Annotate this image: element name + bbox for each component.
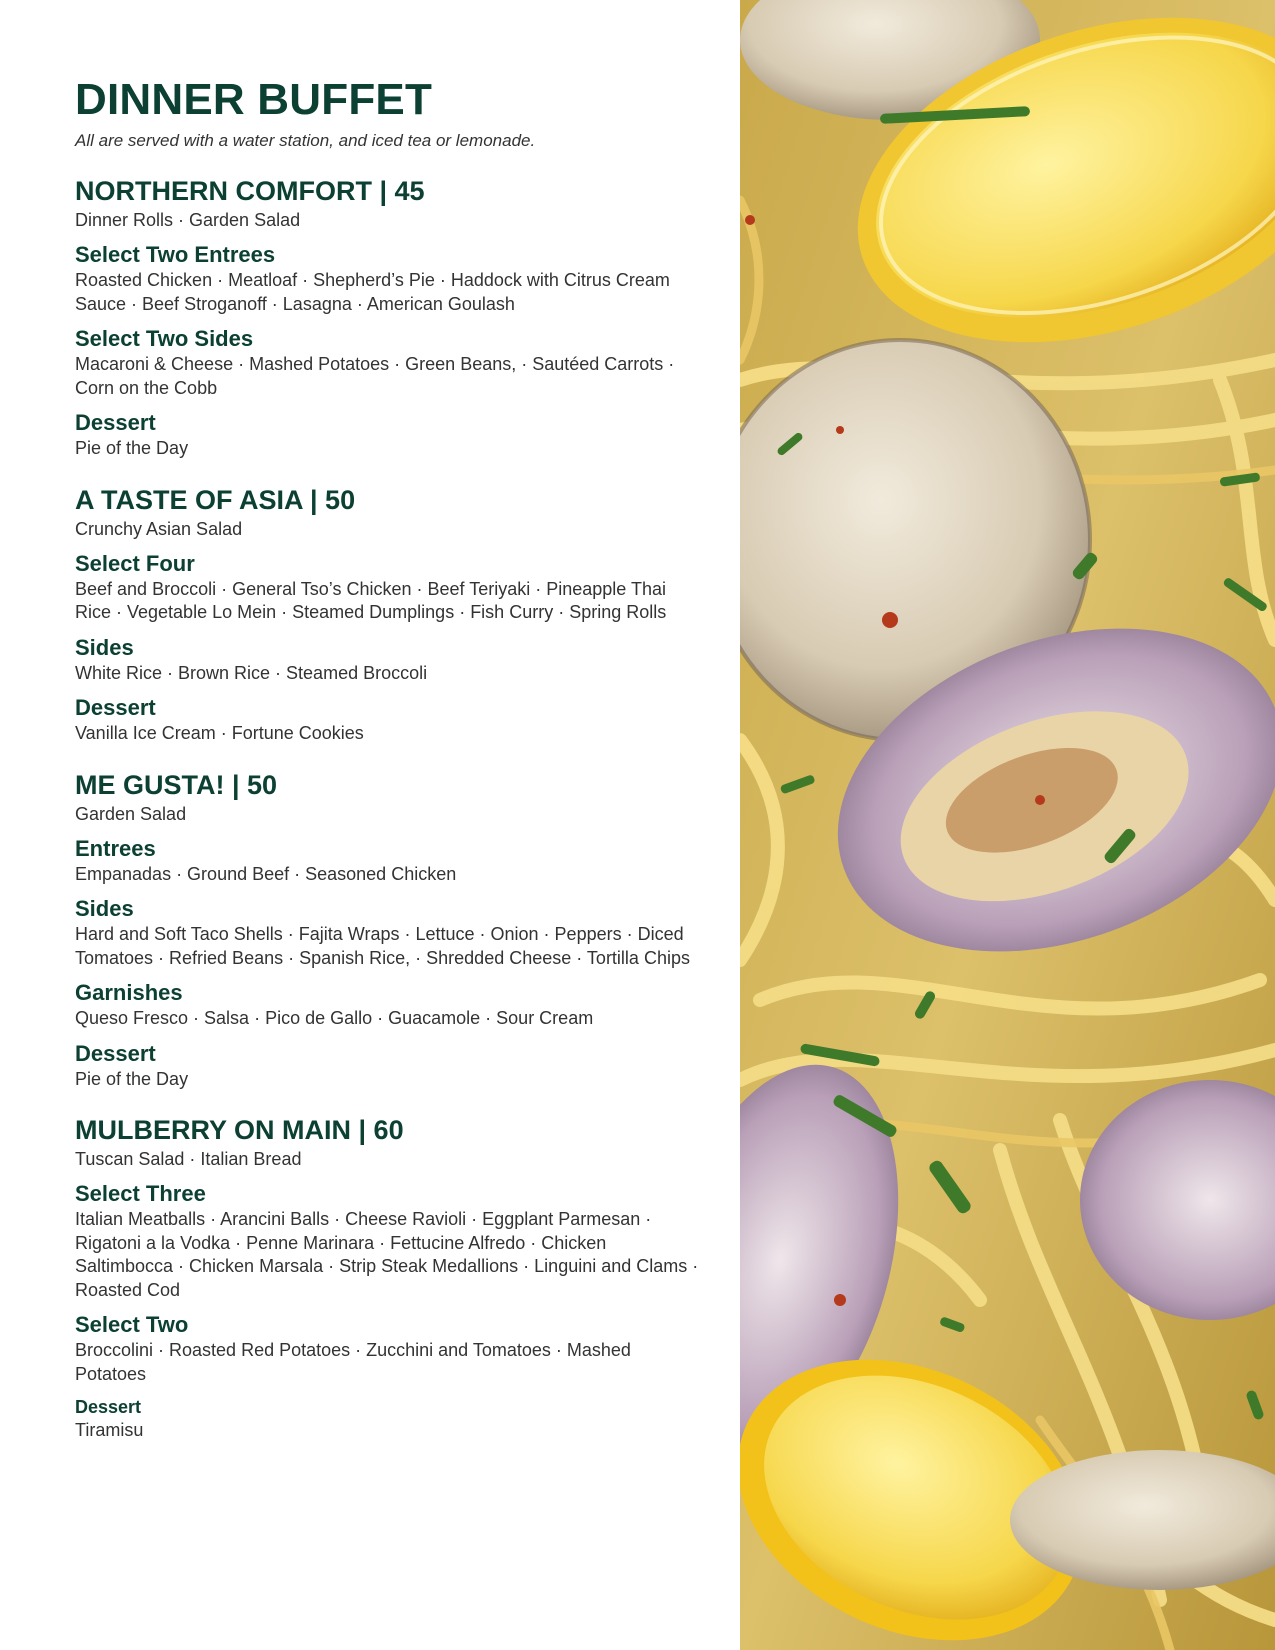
menu-group	[75, 895, 715, 970]
menu-group	[75, 694, 715, 746]
group-items: Broccolini · Roasted Red Potatoes · Zucchini and Tomatoes · Mashed Potatoes	[75, 1340, 631, 1384]
menu-group	[75, 1311, 715, 1386]
food-photo	[740, 0, 1275, 1650]
menu-section-me-gusta	[75, 768, 715, 1092]
menu-column	[75, 72, 715, 1443]
section-intro: Tuscan Salad · Italian Bread	[75, 1149, 302, 1169]
group-items: Macaroni & Cheese · Mashed Potatoes · Green Beans, · Sautéed Carrots · Corn on the Cobb	[75, 354, 675, 398]
group-items: Pie of the Day	[75, 438, 189, 458]
pasta-clams-illustration	[740, 0, 1275, 1650]
group-items: Tiramisu	[75, 1420, 144, 1440]
group-heading: Sides	[75, 634, 134, 660]
section-title: ME GUSTA! | 50	[75, 769, 278, 800]
group-items: Italian Meatballs · Arancini Balls · Cheese Ravioli · Eggplant Parmesan · Rigatoni a la Vodka · Penne Marinara · Fettucine Alfredo · Chicken Saltimbocca · Chicken Marsala · Strip Steak Medallions · Linguini and Clams · Roasted Cod	[75, 1209, 699, 1300]
group-items: Queso Fresco · Salsa · Pico de Gallo · Guacamole · Sour Cream	[75, 1008, 594, 1028]
menu-title: DINNER BUFFET	[75, 75, 433, 124]
menu-group	[75, 241, 715, 316]
menu-group	[75, 1395, 715, 1443]
group-heading: Dessert	[75, 695, 156, 720]
group-heading: Select Two Entrees	[75, 242, 276, 267]
group-heading: Entrees	[75, 835, 156, 861]
group-items: Roasted Chicken · Meatloaf · Shepherd’s Pie · Haddock with Citrus Cream Sauce · Beef Stroganoff · Lasagna · American Goulash	[75, 270, 670, 314]
group-heading: Dessert	[75, 1040, 156, 1066]
menu-group	[75, 634, 715, 686]
menu-section-mulberry-on-main	[75, 1113, 715, 1443]
group-heading: Select Four	[75, 550, 195, 576]
group-items: Vanilla Ice Cream · Fortune Cookies	[75, 723, 364, 743]
menu-section-northern-comfort	[75, 174, 715, 461]
section-title: NORTHERN COMFORT | 45	[75, 176, 425, 206]
group-heading: Garnishes	[75, 980, 183, 1005]
section-title: A TASTE OF ASIA | 50	[75, 484, 356, 515]
section-intro: Dinner Rolls · Garden Salad	[75, 210, 301, 230]
group-items: Pie of the Day	[75, 1068, 189, 1089]
group-heading: Dessert	[75, 410, 156, 435]
menu-section-taste-of-asia	[75, 483, 715, 746]
section-intro: Crunchy Asian Salad	[75, 518, 243, 539]
section-title: MULBERRY ON MAIN | 60	[75, 1115, 404, 1145]
group-items: White Rice · Brown Rice · Steamed Broccoli	[75, 662, 428, 683]
menu-group	[75, 1180, 715, 1302]
menu-group	[75, 1040, 715, 1092]
group-heading: Sides	[75, 896, 134, 921]
group-items: Hard and Soft Taco Shells · Fajita Wraps · Lettuce · Onion · Peppers · Diced Tomatoes · Refried Beans · Spanish Rice, · Shredded Cheese · Tortilla Chips	[75, 924, 690, 968]
group-heading: Dessert	[75, 1397, 142, 1417]
group-heading: Select Two	[75, 1312, 189, 1337]
menu-group	[75, 979, 715, 1031]
group-items: Empanadas · Ground Beef · Seasoned Chicken	[75, 863, 457, 884]
group-items: Beef and Broccoli · General Tso’s Chicken · Beef Teriyaki · Pineapple Thai Rice · Vegetable Lo Mein · Steamed Dumplings · Fish Curry · Spring Rolls	[75, 578, 667, 622]
group-heading: Select Three	[75, 1181, 206, 1206]
menu-subtitle: All are served with a water station, and iced tea or lemonade.	[75, 131, 536, 150]
menu-group	[75, 409, 715, 461]
group-heading: Select Two Sides	[75, 326, 254, 351]
section-intro: Garden Salad	[75, 803, 187, 824]
menu-group	[75, 835, 715, 887]
menu-group	[75, 325, 715, 400]
menu-group	[75, 550, 715, 625]
